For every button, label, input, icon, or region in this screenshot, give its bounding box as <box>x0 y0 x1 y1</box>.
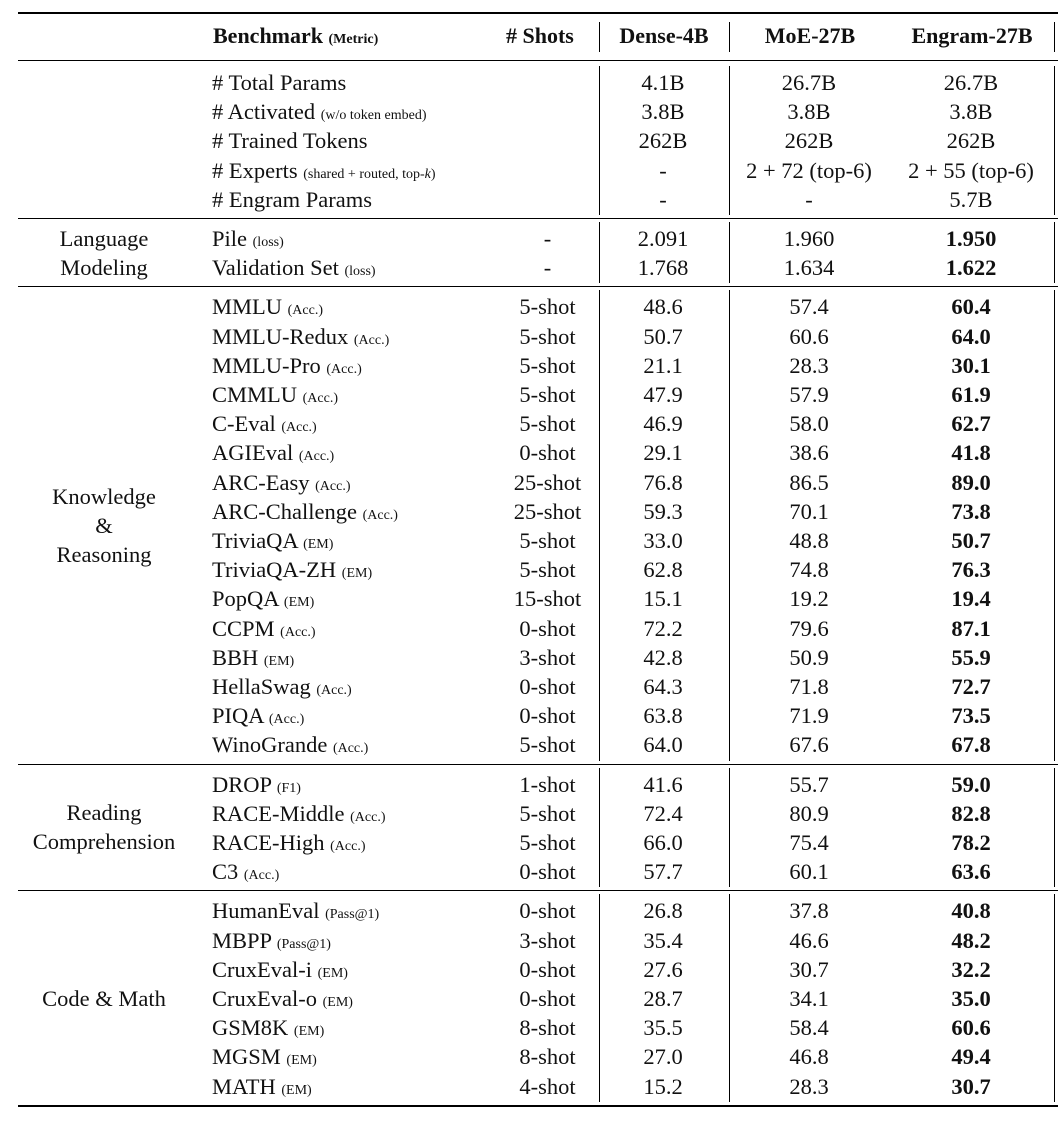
value-cell: 49.4 <box>951 1044 991 1070</box>
value-cell: 66.0 <box>643 830 683 855</box>
value-cell: 46.9 <box>643 411 683 437</box>
value-cell: 48.6 <box>643 294 683 320</box>
value-cell: 19.2 <box>789 586 829 612</box>
shots-cell: - <box>543 226 552 251</box>
shots-cell: 5-shot <box>519 830 576 855</box>
shots-cell: 8-shot <box>519 1015 576 1041</box>
header-rule <box>18 60 1058 61</box>
shots-cell: 0-shot <box>519 703 576 729</box>
benchmark-name <box>212 1072 312 1101</box>
value-cell: 60.4 <box>951 294 991 320</box>
metric-label: (Acc.) <box>280 624 316 640</box>
metric-label: (Acc.) <box>330 839 366 854</box>
shots-cell: 0-shot <box>519 956 576 982</box>
value-cell: 38.6 <box>789 440 829 466</box>
benchmark-name <box>212 409 317 438</box>
shots-cell: 8-shot <box>519 1044 576 1070</box>
value-cell: 64.0 <box>643 732 683 758</box>
shots-cell: 0-shot <box>519 615 576 641</box>
value-cell: 26.8 <box>643 898 683 924</box>
benchmark-name <box>212 984 353 1013</box>
value-cell: 26.7B <box>781 70 837 95</box>
benchmark-name <box>212 438 334 467</box>
value-cell: 46.6 <box>789 927 829 953</box>
section-rule <box>18 286 1058 287</box>
header-separator <box>1054 22 1055 52</box>
value-cell: 72.4 <box>643 800 683 826</box>
header-shots: # Shots <box>506 23 574 48</box>
shots-cell: 5-shot <box>519 800 576 826</box>
value-cell: 28.3 <box>789 1073 829 1099</box>
value-cell: 64.3 <box>643 674 683 699</box>
value-cell: 58.0 <box>789 411 829 437</box>
header-benchmark: Benchmark (Metric) <box>213 23 379 48</box>
benchmark-name <box>212 555 372 584</box>
value-cell: 62.7 <box>951 411 991 437</box>
value-cell: 74.8 <box>789 557 829 583</box>
value-cell: 50.9 <box>789 644 829 670</box>
header-engram-27b: Engram-27B <box>911 23 1033 48</box>
benchmark-label: CruxEval-o <box>212 986 317 1011</box>
benchmark-name <box>212 614 316 643</box>
benchmark-label: CMMLU <box>212 382 298 407</box>
value-cell: 87.1 <box>951 615 991 641</box>
benchmark-name <box>212 156 436 185</box>
value-cell: 30.1 <box>951 352 991 378</box>
benchmark-name <box>212 857 279 886</box>
value-cell: - <box>805 186 813 212</box>
shots-cell: - <box>543 255 552 281</box>
group-label-line: Reading <box>66 800 142 826</box>
metric-label: (Acc.) <box>268 712 305 728</box>
group-label-line: Code & Math <box>42 985 166 1011</box>
value-cell: 50.7 <box>643 323 683 349</box>
benchmark-name <box>212 380 338 409</box>
value-cell: 262B <box>784 128 834 154</box>
column-separator <box>729 894 730 1101</box>
benchmark-label: PIQA <box>212 703 264 729</box>
value-cell: 71.8 <box>789 674 829 699</box>
value-cell: 73.8 <box>951 498 991 524</box>
benchmark-label: TriviaQA-ZH <box>212 557 337 583</box>
benchmark-label: HumanEval <box>212 898 320 924</box>
metric-label: (EM) <box>281 1082 312 1098</box>
benchmark-name <box>212 926 331 955</box>
value-cell: 1.768 <box>637 255 689 281</box>
column-separator <box>1054 894 1055 1101</box>
metric-label: (shared + routed, top-k) <box>303 166 436 182</box>
value-cell: 35.0 <box>951 986 991 1011</box>
group-label-line: Language <box>59 225 149 251</box>
value-cell: 262B <box>946 128 996 154</box>
benchmark-name <box>212 351 362 380</box>
shots-cell: 0-shot <box>519 898 576 924</box>
shots-cell: 5-shot <box>519 294 576 320</box>
benchmark-label: DROP <box>212 771 272 797</box>
value-cell: 60.6 <box>789 323 829 349</box>
value-cell: 58.4 <box>789 1015 829 1041</box>
benchmark-name <box>212 584 314 613</box>
column-separator <box>1054 222 1055 283</box>
metric-label: (Pass@1) <box>325 907 380 923</box>
section-rule <box>18 218 1058 219</box>
value-cell: 35.5 <box>643 1015 683 1041</box>
value-cell: 64.0 <box>951 323 991 349</box>
value-cell: 57.4 <box>789 294 829 320</box>
metric-label: (EM) <box>322 995 353 1010</box>
metric-label: (Acc.) <box>281 420 317 436</box>
column-separator <box>1054 768 1055 888</box>
benchmark-name <box>212 1013 324 1042</box>
benchmark-label: MBPP <box>212 927 272 953</box>
value-cell: 79.6 <box>789 615 829 641</box>
header-separator <box>729 22 730 52</box>
value-cell: 1.960 <box>783 226 835 251</box>
column-separator <box>729 222 730 283</box>
value-cell: 46.8 <box>789 1044 829 1070</box>
benchmark-label: C-Eval <box>212 411 276 437</box>
benchmark-name <box>212 672 352 701</box>
metric-label: (Acc.) <box>287 303 324 319</box>
header-dense-4b: Dense-4B <box>619 23 709 48</box>
shots-cell: 0-shot <box>519 440 576 466</box>
value-cell: 62.8 <box>643 557 683 583</box>
shots-cell: 5-shot <box>519 411 576 437</box>
benchmark-label: WinoGrande <box>212 732 328 758</box>
value-cell: 1.950 <box>945 226 997 251</box>
value-cell: 28.7 <box>643 986 683 1011</box>
group-label <box>18 798 190 856</box>
value-cell: 82.8 <box>951 800 991 826</box>
metric-label: (Acc.) <box>243 868 280 884</box>
value-cell: 61.9 <box>951 382 991 407</box>
shots-cell: 0-shot <box>519 859 576 885</box>
value-cell: 3.8B <box>787 99 831 125</box>
column-separator <box>599 290 600 760</box>
metric-label: (Acc.) <box>315 478 351 494</box>
value-cell: 67.8 <box>951 732 991 758</box>
value-cell: 60.1 <box>789 859 829 885</box>
shots-cell: 0-shot <box>519 674 576 699</box>
benchmark-name <box>212 497 398 526</box>
header-metric: (Metric) <box>328 32 379 47</box>
metric-label: (EM) <box>263 653 295 669</box>
value-cell: 30.7 <box>951 1073 991 1099</box>
value-cell: 15.2 <box>643 1073 683 1099</box>
column-separator <box>729 66 730 215</box>
benchmark-label: Validation Set <box>212 255 339 281</box>
bottom-rule <box>18 1105 1058 1107</box>
benchmark-label: MMLU-Pro <box>212 352 321 378</box>
column-separator <box>599 222 600 283</box>
metric-label: (Acc.) <box>350 809 386 825</box>
value-cell: 1.622 <box>945 255 997 281</box>
value-cell: 33.0 <box>643 528 683 553</box>
group-label-line: Knowledge <box>52 483 156 509</box>
value-cell: 72.7 <box>951 674 991 699</box>
benchmark-name <box>212 1042 317 1071</box>
group-label-line: & <box>95 512 113 538</box>
value-cell: 27.0 <box>643 1044 683 1070</box>
value-cell: 40.8 <box>951 898 991 924</box>
value-cell: 78.2 <box>951 830 991 855</box>
value-cell: 60.6 <box>951 1015 991 1041</box>
shots-cell: 5-shot <box>519 323 576 349</box>
benchmark-label: MATH <box>212 1073 276 1099</box>
benchmark-label: RACE-Middle <box>212 800 345 826</box>
benchmark-name <box>212 955 348 984</box>
value-cell: 2 + 55 (top-6) <box>908 157 1034 183</box>
value-cell: 55.9 <box>951 644 991 670</box>
value-cell: 86.5 <box>789 469 829 495</box>
benchmark-label: GSM8K <box>212 1015 289 1041</box>
header-moe-27b: MoE-27B <box>764 23 856 48</box>
shots-cell: 5-shot <box>519 557 576 583</box>
column-separator <box>599 66 600 215</box>
metric-label: (Acc.) <box>298 449 335 465</box>
column-separator <box>729 290 730 760</box>
group-label-line: Modeling <box>60 254 148 280</box>
metric-label: (Acc.) <box>326 361 362 377</box>
value-cell: 3.8B <box>641 99 685 125</box>
value-cell: 59.0 <box>951 771 991 797</box>
benchmark-label: # Activated <box>212 99 316 125</box>
benchmark-label: TriviaQA <box>212 528 298 553</box>
benchmark-name <box>212 68 346 97</box>
metric-label: (EM) <box>286 1053 317 1069</box>
value-cell: 75.4 <box>789 830 829 855</box>
shots-cell: 15-shot <box>513 586 582 612</box>
section-rule <box>18 890 1058 891</box>
value-cell: 76.3 <box>951 557 991 583</box>
header-separator <box>599 22 600 52</box>
benchmark-name <box>212 126 368 155</box>
group-label-line: Comprehension <box>32 829 176 855</box>
value-cell: 15.1 <box>643 586 683 612</box>
benchmark-name <box>212 224 284 253</box>
value-cell: 262B <box>638 128 688 154</box>
shots-cell: 25-shot <box>513 498 582 524</box>
value-cell: 48.8 <box>789 528 829 553</box>
shots-cell: 3-shot <box>519 927 576 953</box>
shots-cell: 5-shot <box>519 528 576 553</box>
value-cell: - <box>659 157 667 183</box>
shots-cell: 0-shot <box>519 986 576 1011</box>
value-cell: 29.1 <box>643 440 683 466</box>
benchmark-label: MMLU-Redux <box>212 323 349 349</box>
value-cell: 71.9 <box>789 703 829 729</box>
value-cell: 41.6 <box>643 771 683 797</box>
column-separator <box>599 894 600 1101</box>
value-cell: 21.1 <box>643 352 683 378</box>
metric-label: (Acc.) <box>353 332 390 348</box>
metric-label: (loss) <box>252 235 284 250</box>
benchmark-name <box>212 643 294 672</box>
value-cell: 41.8 <box>951 440 991 466</box>
group-label-line: Reasoning <box>56 541 152 567</box>
benchmark-name <box>212 730 368 759</box>
value-cell: 4.1B <box>641 70 685 95</box>
value-cell: 35.4 <box>643 927 683 953</box>
benchmark-label: PopQA <box>212 586 279 612</box>
value-cell: 57.9 <box>789 382 829 407</box>
benchmark-label: # Experts <box>212 157 298 183</box>
value-cell: 89.0 <box>951 469 991 495</box>
value-cell: 76.8 <box>643 469 683 495</box>
column-separator <box>729 768 730 888</box>
benchmark-name <box>212 292 323 321</box>
column-separator <box>1054 66 1055 215</box>
value-cell: 63.8 <box>643 703 683 729</box>
shots-cell: 5-shot <box>519 732 576 758</box>
group-label <box>18 482 190 569</box>
shots-cell: 3-shot <box>519 644 576 670</box>
value-cell: 47.9 <box>643 382 683 407</box>
metric-label: (Acc.) <box>362 507 398 523</box>
benchmark-label: C3 <box>212 859 239 885</box>
shots-cell: 25-shot <box>513 469 582 495</box>
benchmark-name <box>212 526 333 555</box>
shots-cell: 1-shot <box>519 771 576 797</box>
column-separator <box>599 768 600 888</box>
section-rule <box>18 764 1058 765</box>
group-label <box>18 224 190 282</box>
benchmark-name <box>212 322 389 351</box>
metric-label: (EM) <box>293 1024 325 1040</box>
metric-label: (EM) <box>303 537 334 552</box>
value-cell: 30.7 <box>789 956 829 982</box>
metric-label: (w/o token embed) <box>320 108 427 124</box>
metric-label: (EM) <box>283 595 315 611</box>
benchmark-label: MMLU <box>212 294 283 320</box>
benchmark-name <box>212 896 379 925</box>
shots-cell: 5-shot <box>519 382 576 407</box>
metric-label: (Pass@1) <box>276 936 331 952</box>
value-cell: 34.1 <box>789 986 829 1011</box>
value-cell: 1.634 <box>783 255 835 281</box>
value-cell: 48.2 <box>951 927 991 953</box>
benchmark-label: # Total Params <box>212 70 347 95</box>
value-cell: 59.3 <box>643 498 683 524</box>
metric-label: (Acc.) <box>316 683 352 698</box>
value-cell: 28.3 <box>789 352 829 378</box>
value-cell: 70.1 <box>789 498 829 524</box>
value-cell: 50.7 <box>951 528 991 553</box>
value-cell: 19.4 <box>951 586 991 612</box>
value-cell: 42.8 <box>643 644 683 670</box>
value-cell: 55.7 <box>789 771 829 797</box>
group-label <box>18 984 190 1013</box>
benchmark-label: CCPM <box>212 615 275 641</box>
benchmark-label: MGSM <box>212 1044 281 1070</box>
value-cell: 67.6 <box>789 732 829 758</box>
benchmark-name <box>212 468 351 497</box>
value-cell: 37.8 <box>789 898 829 924</box>
benchmark-label: BBH <box>212 644 259 670</box>
benchmark-label: # Engram Params <box>212 186 372 212</box>
shots-cell: 5-shot <box>519 352 576 378</box>
metric-label: (EM) <box>317 965 348 981</box>
value-cell: 80.9 <box>789 800 829 826</box>
top-rule <box>18 12 1058 14</box>
value-cell: 26.7B <box>943 70 999 95</box>
benchmark-name <box>212 253 376 282</box>
benchmark-label: ARC-Challenge <box>212 498 357 524</box>
benchmark-name <box>212 701 304 730</box>
value-cell: 3.8B <box>949 99 993 125</box>
value-cell: - <box>659 186 667 212</box>
benchmark-name <box>212 799 386 828</box>
column-separator <box>1054 290 1055 760</box>
value-cell: 57.7 <box>643 859 683 885</box>
metric-label: (Acc.) <box>332 741 369 757</box>
value-cell: 32.2 <box>951 956 991 982</box>
benchmark-name <box>212 828 366 857</box>
value-cell: 2.091 <box>637 226 689 251</box>
value-cell: 5.7B <box>949 186 993 212</box>
metric-label: (loss) <box>344 264 376 280</box>
benchmark-label: AGIEval <box>212 440 294 466</box>
value-cell: 73.5 <box>951 703 991 729</box>
benchmark-label: Pile <box>212 226 248 251</box>
benchmark-label: HellaSwag <box>212 674 311 699</box>
benchmark-name <box>212 185 372 214</box>
benchmark-name <box>212 97 426 126</box>
benchmark-label: CruxEval-i <box>212 956 312 982</box>
benchmark-label: ARC-Easy <box>212 469 310 495</box>
benchmark-label: RACE-High <box>212 830 325 855</box>
benchmark-label: # Trained Tokens <box>212 128 368 154</box>
metric-label: (F1) <box>276 780 301 796</box>
metric-label: (EM) <box>341 566 373 582</box>
value-cell: 27.6 <box>643 956 683 982</box>
metric-label: (Acc.) <box>302 391 339 406</box>
value-cell: 72.2 <box>643 615 683 641</box>
value-cell: 63.6 <box>951 859 991 885</box>
shots-cell: 4-shot <box>519 1073 576 1099</box>
value-cell: 2 + 72 (top-6) <box>746 157 872 183</box>
benchmark-name <box>212 770 301 799</box>
